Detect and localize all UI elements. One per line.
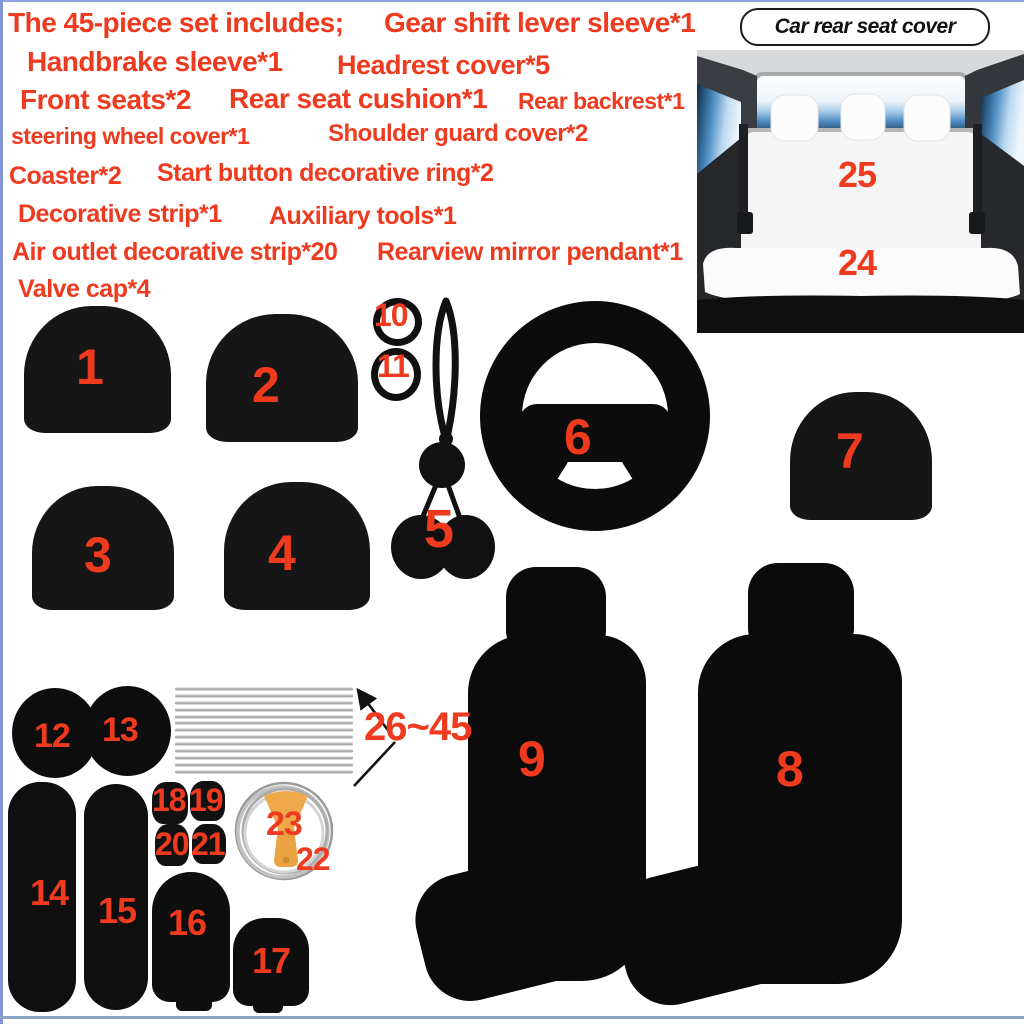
included-item-text: Handbrake sleeve*1 [27, 46, 283, 77]
item-16-sleeve-tab [176, 998, 212, 1011]
item-number-label: 17 [252, 940, 291, 981]
item-number-label: 12 [34, 717, 70, 755]
frame-line-bottom [0, 1016, 1024, 1019]
air-outlet-strip-bar [175, 728, 353, 732]
air-outlet-strip-bar [175, 701, 353, 705]
item-23-auxiliary-tool-blade [264, 791, 308, 830]
item-number-label: 1 [76, 339, 103, 395]
air-outlet-strip-bar [175, 735, 353, 739]
included-item-text: Rear backrest*1 [518, 88, 685, 114]
item-16-gear-shift-lever-sleeve [152, 872, 230, 1002]
included-item-text: Shoulder guard cover*2 [328, 120, 588, 147]
item-2-headrest-cover [206, 314, 358, 442]
item-21-valve-cap [192, 824, 226, 864]
rear-seat-cover-badge [740, 8, 990, 46]
seat-9-cushion [406, 835, 643, 1010]
item-number-label: 3 [84, 527, 111, 583]
item-number-label: 25 [838, 154, 877, 195]
item-number-label: 14 [30, 872, 69, 913]
item-number-label: 5 [424, 499, 454, 559]
item-number-label: 26~45 [364, 705, 472, 749]
air-outlet-strip-bar [175, 715, 353, 719]
rear-headrest-middle [841, 94, 885, 140]
item-number-label: 18 [152, 782, 186, 818]
included-item-text: steering wheel cover*1 [11, 123, 250, 149]
item-19-valve-cap [190, 781, 225, 821]
item-number-label: 4 [268, 525, 295, 581]
included-item-text: Coaster*2 [9, 162, 122, 190]
arrow-to-strips [348, 680, 418, 792]
item-15-shoulder-guard-cover [84, 784, 148, 1010]
item-number-label: 2 [252, 357, 279, 413]
air-outlet-strip-bar [175, 763, 353, 767]
item-7-headrest-cover [790, 392, 932, 520]
item-number-label: 9 [518, 731, 545, 787]
air-outlet-strip-bar [175, 694, 353, 698]
item-number-label: 20 [155, 826, 189, 862]
item-1-headrest-cover [24, 306, 171, 433]
included-item-text: Start button decorative ring*2 [157, 159, 494, 187]
item-number-label: 13 [102, 711, 138, 749]
item-6-steering-wheel-cover [477, 298, 713, 534]
pendant-ball [419, 442, 465, 488]
item-number-label: 8 [776, 741, 803, 797]
air-outlet-strip-bar [175, 687, 353, 691]
left-belt-buckle [737, 212, 753, 234]
air-outlet-strip-bar [175, 770, 353, 774]
included-item-text: The 45-piece set includes; [8, 7, 344, 38]
item-4-headrest-cover [224, 482, 370, 610]
floor-shadow [697, 296, 1024, 334]
included-item-text: Rear seat cushion*1 [229, 83, 488, 114]
item-number-label: 11 [377, 348, 409, 384]
item-17-handbrake-sleeve [233, 918, 309, 1006]
included-item-text: Auxiliary tools*1 [269, 202, 457, 230]
air-outlet-strip-bar [175, 721, 353, 725]
rear-headrest-right [904, 95, 950, 141]
item-18-valve-cap [152, 782, 188, 824]
included-item-text: Air outlet decorative strip*20 [12, 238, 338, 266]
frame-line-top [0, 0, 1024, 2]
item-number-label: 21 [191, 826, 225, 862]
air-outlet-strip-bar [175, 708, 353, 712]
right-belt-buckle [969, 212, 985, 234]
item-number-label: 10 [374, 297, 408, 333]
rear-seat-photo [697, 50, 1024, 333]
item-20-valve-cap [155, 824, 189, 866]
item-number-label: 16 [168, 902, 207, 943]
air-outlet-strip-bar [175, 749, 353, 753]
included-item-text: Headrest cover*5 [337, 50, 550, 80]
item-3-headrest-cover [32, 486, 174, 610]
item-number-label: 7 [836, 423, 863, 479]
included-item-text: Front seats*2 [20, 84, 191, 115]
item-number-label: 24 [838, 242, 877, 283]
seat-8-cushion [606, 835, 853, 1015]
item-number-label: 6 [564, 409, 591, 465]
items-26-45-air-outlet-strips [175, 687, 353, 779]
included-item-text: Valve cap*4 [18, 275, 151, 303]
rear-headrest-left [771, 95, 818, 141]
item-13-coaster [84, 686, 171, 776]
wheel-hub [519, 404, 671, 465]
item-22-decorative-strip-coil [228, 776, 340, 888]
tool-hang-hole [283, 857, 289, 863]
item-17-sleeve-tab [253, 1002, 283, 1013]
item-number-label: 15 [98, 890, 137, 931]
pendant-strings [421, 485, 461, 521]
item-number-label: 23 [266, 805, 302, 843]
item-number-label: 22 [296, 841, 330, 877]
included-item-text: Gear shift lever sleeve*1 [384, 7, 696, 38]
rear-seat-cover-badge-label: Car rear seat cover [774, 15, 956, 38]
included-item-text: Decorative strip*1 [18, 200, 222, 228]
item-14-shoulder-guard-cover [8, 782, 76, 1012]
frame-line-left [0, 0, 3, 1024]
included-item-text: Rearview mirror pendant*1 [377, 238, 683, 266]
item-number-label: 19 [189, 782, 223, 818]
air-outlet-strip-bar [175, 756, 353, 760]
air-outlet-strip-bar [175, 742, 353, 746]
pendant-loop [436, 301, 455, 433]
item-8-front-seat-cover [610, 560, 900, 1012]
